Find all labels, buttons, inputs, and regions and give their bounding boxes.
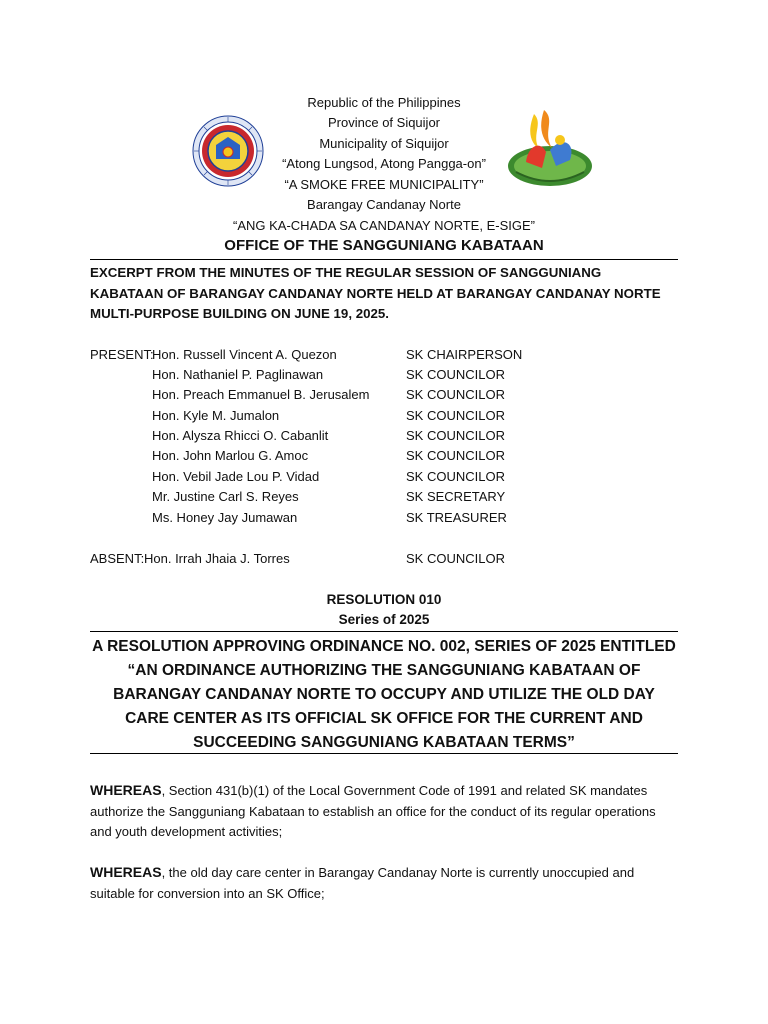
member-name: Hon. Nathaniel P. Paglinawan	[152, 367, 324, 382]
member-position: SK COUNCILOR	[406, 551, 505, 566]
resolution-title: A RESOLUTION APPROVING ORDINANCE NO. 002, SERIES OF 2025 ENTITLED “AN ORDINANCE AUTHORIZING THE SANGGUNIANG KABATAAN OF BARANGAY CANDANAY NORTE TO OCCUPY AND UTILIZE THE OLD DAY CARE CENTER AS ITS OFFICIAL SK OFFICE FOR THE CURRENT AND SUCCEEDING SANGGUNIANG KABATAAN TERMS”	[92, 638, 676, 751]
resolution-bottom-rule	[90, 753, 678, 754]
attendance-row	[90, 446, 690, 466]
whereas-clause	[90, 862, 680, 904]
member-name: Hon. Vebil Jade Lou P. Vidad	[152, 469, 320, 484]
attendance-row	[90, 365, 690, 385]
header-line-barangay-motto: “ANG KA-CHADA SA CANDANAY NORTE, E-SIGE”	[233, 218, 535, 233]
attendance-row	[90, 508, 690, 528]
header-line-motto: “Atong Lungsod, Atong Pangga-on”	[282, 156, 486, 171]
member-position: SK COUNCILOR	[406, 387, 505, 402]
member-name: Hon. Kyle M. Jumalon	[152, 408, 280, 423]
member-position: SK CHAIRPERSON	[406, 347, 523, 362]
attendance-row	[90, 467, 690, 487]
whereas-clause	[90, 780, 680, 843]
member-name: Hon. Preach Emmanuel B. Jerusalem	[152, 387, 370, 402]
member-name: Hon. Irrah Jhaia J. Torres	[144, 551, 290, 566]
whereas-text: , Section 431(b)(1) of the Local Government Code of 1991 and related SK mandates authorize the Sangguniang Kabataan to establish an office for the conduct of its regular operations and youth development activities;	[90, 783, 656, 839]
absent-label: ABSENT:	[90, 551, 145, 566]
whereas-lead: WHEREAS	[90, 864, 162, 880]
header-line-province: Province of Siquijor	[328, 115, 440, 130]
header-line-republic: Republic of the Philippines	[307, 95, 461, 110]
member-position: SK COUNCILOR	[406, 448, 505, 463]
member-position: SK TREASURER	[406, 510, 507, 525]
header-line-smoke-free: “A SMOKE FREE MUNICIPALITY”	[284, 177, 484, 192]
attendance-row	[90, 487, 690, 507]
whereas-lead: WHEREAS	[90, 782, 162, 798]
member-position: SK COUNCILOR	[406, 469, 505, 484]
title-rule	[90, 259, 678, 260]
office-title: OFFICE OF THE SANGGUNIANG KABATAAN	[224, 237, 544, 254]
attendance-row	[90, 345, 690, 365]
attendance-row	[90, 406, 690, 426]
member-name: Hon. Russell Vincent A. Quezon	[152, 347, 337, 362]
whereas-text: , the old day care center in Barangay Candanay Norte is currently unoccupied and suitable for conversion into an SK Office;	[90, 865, 635, 901]
attendance-row	[90, 426, 690, 446]
present-label: PRESENT:	[90, 347, 154, 362]
member-name: Hon. Alysza Rhicci O. Cabanlit	[152, 428, 329, 443]
minutes-excerpt: EXCERPT FROM THE MINUTES OF THE REGULAR SESSION OF SANGGUNIANG KABATAAN OF BARANGAY CANDANAY NORTE HELD AT BARANGAY CANDANAY NORTE MULTI-PURPOSE BUILDING ON JUNE 19, 2025.	[90, 265, 661, 321]
member-name: Hon. John Marlou G. Amoc	[152, 448, 309, 463]
absent-row	[90, 549, 690, 569]
member-position: SK COUNCILOR	[406, 408, 505, 423]
header-line-barangay: Barangay Candanay Norte	[307, 197, 461, 212]
resolution-top-rule	[90, 631, 678, 632]
member-position: SK COUNCILOR	[406, 367, 505, 382]
resolution-series: Series of 2025	[338, 612, 430, 627]
resolution-number: RESOLUTION 010	[326, 592, 442, 607]
member-position: SK SECRETARY	[406, 489, 506, 504]
header-line-municipality: Municipality of Siquijor	[319, 136, 449, 151]
attendance-row	[90, 385, 690, 405]
member-position: SK COUNCILOR	[406, 428, 505, 443]
member-name: Mr. Justine Carl S. Reyes	[152, 489, 299, 504]
member-name: Ms. Honey Jay Jumawan	[152, 510, 298, 525]
